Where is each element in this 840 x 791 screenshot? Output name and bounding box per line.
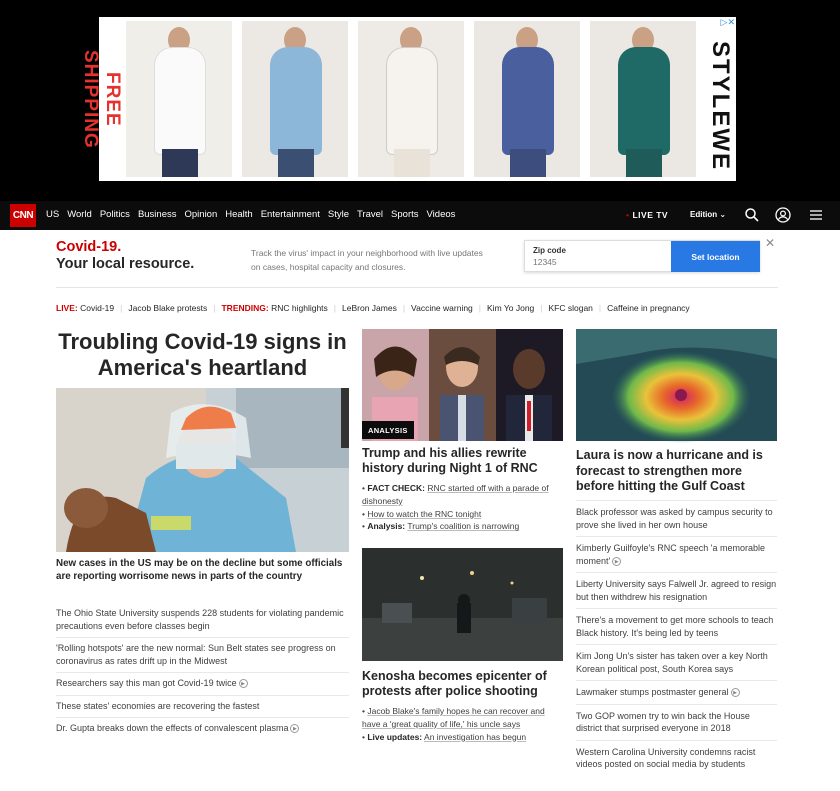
set-location-button[interactable]: Set location bbox=[671, 241, 760, 272]
nav-link-videos[interactable]: Videos bbox=[426, 209, 456, 220]
zip-code-label: Zip code bbox=[533, 246, 566, 255]
list-item[interactable]: • FACT CHECK: RNC started off with a parade of dishonesty bbox=[362, 483, 549, 506]
close-icon[interactable]: ✕ bbox=[765, 236, 776, 250]
live-tv-label: LIVE TV bbox=[632, 210, 669, 220]
trending-item[interactable]: Vaccine warning bbox=[411, 303, 473, 313]
hurricane-headline[interactable]: Laura is now a hurricane and is forecast to strengthen more before hitting the Gulf Coast bbox=[576, 448, 763, 493]
trending-item[interactable]: KFC slogan bbox=[548, 303, 593, 313]
trending-item[interactable]: RNC highlights bbox=[271, 303, 328, 313]
list-item[interactable]: There's a movement to get more schools to teach Black history. It's being led by teens bbox=[576, 608, 777, 644]
nav-link-politics[interactable]: Politics bbox=[99, 209, 130, 220]
list-item-text: Dr. Gupta breaks down the effects of convalescent plasma bbox=[56, 723, 289, 733]
nav-link-opinion[interactable]: Opinion bbox=[184, 209, 218, 220]
analysis-label: Analysis: bbox=[367, 521, 406, 532]
rnc-story-bullets bbox=[362, 482, 563, 533]
divider bbox=[56, 287, 778, 288]
nav-link-us[interactable]: US bbox=[46, 209, 60, 220]
list-item[interactable] bbox=[576, 680, 777, 704]
ad-product-image[interactable] bbox=[126, 21, 232, 177]
ad-product-image[interactable] bbox=[590, 21, 696, 177]
covid-title-red: Covid-19. bbox=[56, 239, 122, 255]
cnn-logo[interactable]: CNN bbox=[10, 204, 36, 227]
list-item-text: Kimberly Guilfoyle's RNC speech 'a memorable moment' bbox=[576, 543, 766, 566]
rnc-headline[interactable]: Trump and his allies rewrite history during Night 1 of RNC bbox=[362, 446, 538, 475]
chevron-down-icon: ⌄ bbox=[719, 210, 727, 219]
more-stories-list bbox=[576, 500, 777, 776]
list-item[interactable]: Kim Jong Un's sister has taken over a key North Korean political post, South Korea says bbox=[576, 644, 777, 680]
list-item[interactable] bbox=[56, 673, 349, 696]
main-story-links bbox=[56, 603, 349, 740]
play-video-icon: ▶ bbox=[290, 724, 299, 733]
live-updates-link[interactable]: An investigation has begun bbox=[424, 731, 527, 742]
main-story-lead[interactable]: New cases in the US may be on the decline but some officials are reporting worrisome news in parts of the country bbox=[56, 558, 343, 582]
analysis-link[interactable]: Trump's coalition is narrowing bbox=[407, 521, 520, 532]
list-item[interactable]: These states' economies are recovering the fastest bbox=[56, 696, 349, 719]
live-updates-label: Live updates: bbox=[367, 731, 423, 742]
nav-link-entertainment[interactable]: Entertainment bbox=[260, 209, 320, 220]
kenosha-story-bullets bbox=[362, 705, 563, 743]
trending-label: TRENDING: bbox=[221, 303, 269, 313]
stylewe-ad[interactable] bbox=[80, 17, 736, 181]
fact-check-link[interactable]: RNC started off with a parade of dishonesty bbox=[362, 483, 549, 506]
trending-item[interactable]: Covid-19 bbox=[80, 303, 115, 313]
list-item[interactable]: • Analysis: Trump's coalition is narrowing bbox=[362, 521, 520, 532]
trending-bar: LIVE: Covid-19 | Jacob Blake protests | TRENDING: RNC highlights | LeBron James | Vaccine warning | Kim Yo Jong | KFC slogan | Caffeine in pregnancy bbox=[56, 303, 690, 313]
covid-resource-title bbox=[56, 239, 194, 273]
edition-label: Edition bbox=[690, 210, 718, 219]
list-item[interactable]: 'Rolling hotspots' are the new normal: Sun Belt states see progress on coronavirus as rates drift up in the Midwest bbox=[56, 638, 349, 673]
watch-rnc-link[interactable]: How to watch the RNC tonight bbox=[367, 508, 482, 519]
nav-link-health[interactable]: Health bbox=[225, 209, 253, 220]
trending-item[interactable]: Jacob Blake protests bbox=[128, 303, 208, 313]
list-item-text: Researchers say this man got Covid-19 twice bbox=[56, 678, 237, 688]
list-item[interactable]: • Jacob Blake's family hopes he can recover and have a 'great quality of life,' his uncle says bbox=[362, 706, 545, 729]
list-item[interactable]: Liberty University says Falwell Jr. agreed to resign but then withdrew his resignation bbox=[576, 572, 777, 608]
main-headline[interactable]: Troubling Covid-19 signs in America's heartland bbox=[58, 329, 347, 380]
covid-description: Track the virus' impact in your neighborhood with live updates on cases, hospital capacity and closures. bbox=[251, 248, 483, 272]
nav-link-world[interactable]: World bbox=[67, 209, 92, 220]
nav-link-sports[interactable]: Sports bbox=[391, 209, 419, 220]
ad-free-shipping-text: FREE SHIPPING bbox=[80, 49, 123, 149]
ad-choices-close-icon[interactable]: ▷✕ bbox=[720, 17, 735, 27]
list-item[interactable]: Two GOP women try to win back the House district that surprised everyone in 2018 bbox=[576, 704, 777, 740]
user-account-icon[interactable] bbox=[775, 207, 791, 223]
zip-code-input[interactable] bbox=[533, 257, 663, 267]
kenosha-headline[interactable]: Kenosha becomes epicenter of protests after police shooting bbox=[362, 669, 547, 698]
trending-item[interactable]: Kim Yo Jong bbox=[487, 303, 535, 313]
list-item[interactable] bbox=[56, 718, 349, 740]
list-item[interactable]: The Ohio State University suspends 228 students for violating pandemic precautions even before classes begin bbox=[56, 603, 349, 638]
covid-title-black: Your local resource. bbox=[56, 256, 195, 272]
zip-code-form bbox=[524, 240, 760, 272]
ad-product-image[interactable] bbox=[358, 21, 464, 177]
live-tv-link[interactable] bbox=[626, 210, 668, 220]
list-item-text: Lawmaker stumps postmaster general bbox=[576, 687, 729, 697]
trending-item[interactable]: LeBron James bbox=[342, 303, 397, 313]
kenosha-story-image[interactable] bbox=[362, 548, 563, 661]
blake-family-link[interactable]: Jacob Blake's family hopes he can recover and have a 'great quality of life,' his uncle says bbox=[362, 706, 545, 729]
play-video-icon: ▶ bbox=[612, 557, 621, 566]
list-item[interactable] bbox=[576, 536, 777, 572]
nav-link-travel[interactable]: Travel bbox=[357, 209, 384, 220]
hamburger-menu-icon[interactable] bbox=[808, 207, 824, 223]
live-dot-icon: • bbox=[626, 210, 630, 220]
list-item[interactable]: Black professor was asked by campus security to prove she lived in her own house bbox=[576, 500, 777, 536]
trending-item[interactable]: Caffeine in pregnancy bbox=[607, 303, 690, 313]
main-story-image[interactable] bbox=[56, 388, 349, 552]
nav-link-business[interactable]: Business bbox=[137, 209, 177, 220]
search-icon[interactable] bbox=[744, 207, 760, 223]
list-item[interactable]: Western Carolina University condemns racist videos posted on social media by students bbox=[576, 740, 777, 776]
ad-product-image[interactable] bbox=[474, 21, 580, 177]
live-label: LIVE: bbox=[56, 303, 78, 313]
fact-check-label: FACT CHECK: bbox=[367, 483, 425, 493]
edition-dropdown[interactable] bbox=[690, 210, 726, 219]
play-video-icon: ▶ bbox=[239, 679, 248, 688]
analysis-badge: ANALYSIS bbox=[362, 421, 414, 439]
ad-product-image[interactable] bbox=[242, 21, 348, 177]
ad-brand-text: STYLEWE bbox=[707, 41, 734, 172]
nav-links bbox=[46, 209, 463, 220]
list-item[interactable]: • How to watch the RNC tonight bbox=[362, 508, 482, 519]
nav-link-style[interactable]: Style bbox=[327, 209, 349, 220]
play-video-icon: ▶ bbox=[731, 688, 740, 697]
list-item[interactable]: • Live updates: An investigation has begun bbox=[362, 731, 527, 742]
hurricane-story-image[interactable] bbox=[576, 329, 777, 441]
